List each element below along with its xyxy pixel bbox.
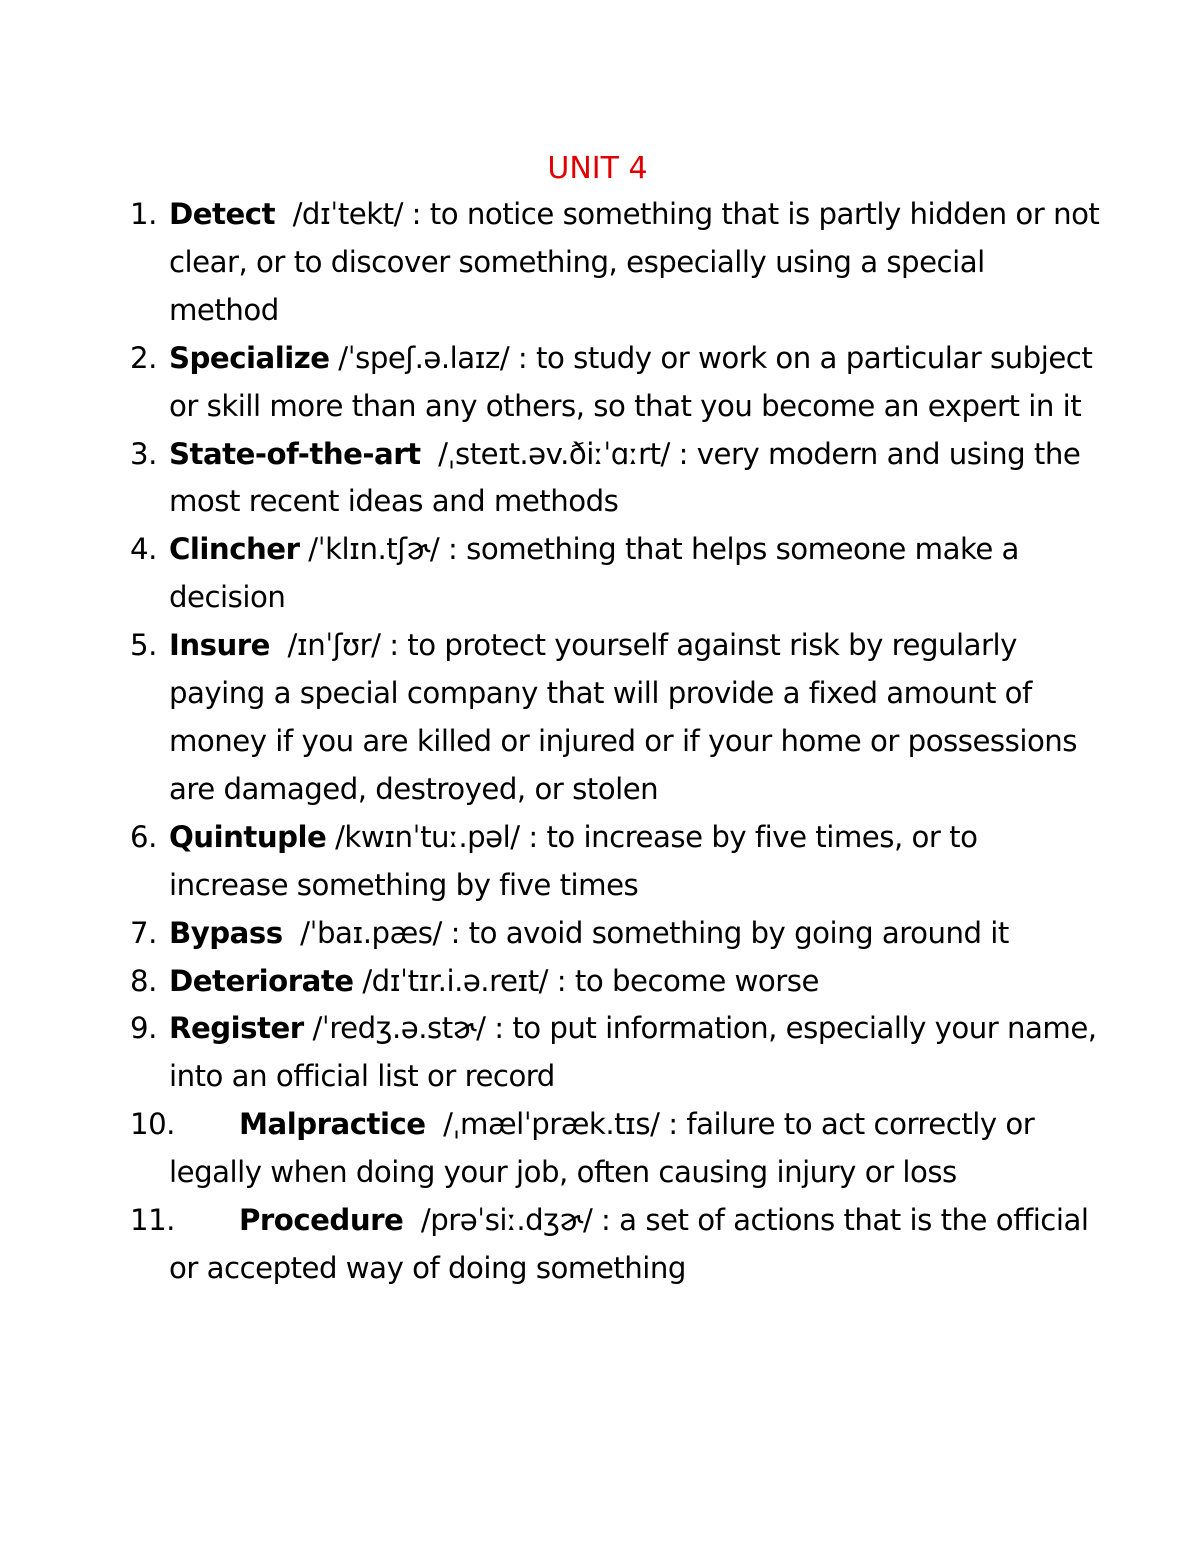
item-number: 2. bbox=[130, 340, 157, 375]
pronunciation: /ˈspeʃ.ə.laɪz/ bbox=[329, 340, 510, 375]
definition: : something that helps someone make a decision bbox=[169, 532, 1028, 615]
list-item bbox=[130, 1101, 1100, 1197]
pronunciation: /dɪˈtɪr.i.ə.reɪt/ bbox=[353, 963, 549, 998]
list-item bbox=[130, 910, 1100, 958]
vocab-word: Insure bbox=[169, 628, 270, 663]
pronunciation: /ˌsteɪt.əv.ðiːˈɑːrt/ bbox=[420, 436, 670, 471]
page-title: UNIT 4 bbox=[547, 151, 648, 186]
pronunciation: /ˌmælˈpræk.tɪs/ bbox=[425, 1107, 660, 1142]
definition: : very modern and using the most recent ideas and methods bbox=[169, 436, 1090, 519]
pronunciation: /prəˈsiː.dʒɚ/ bbox=[403, 1203, 593, 1238]
pronunciation: /ɪnˈʃʊr/ bbox=[269, 628, 381, 663]
vocab-word: Bypass bbox=[169, 915, 283, 950]
list-item bbox=[130, 814, 1100, 910]
definition: : to notice something that is partly hidden or not clear, or to discover something, especially using a special method bbox=[169, 197, 1109, 327]
item-number: 3. bbox=[130, 436, 157, 471]
pronunciation: /ˈbaɪ.pæs/ bbox=[282, 915, 442, 950]
item-number: 7. bbox=[130, 915, 157, 950]
item-number: 10. bbox=[130, 1107, 175, 1142]
vocabulary-list bbox=[130, 191, 1109, 1293]
vocab-word: Detect bbox=[169, 197, 276, 231]
pronunciation: /ˈredʒ.ə.stɚ/ bbox=[303, 1011, 486, 1046]
vocab-word: Deteriorate bbox=[169, 963, 354, 998]
definition: : to protect yourself against risk by regularly paying a special company that will provide a fixed amount of money if you are killed or injured or if your home or possessions are damaged, destroyed, or stolen bbox=[169, 628, 1086, 806]
vocab-word: Clincher bbox=[169, 532, 300, 567]
item-number: 9. bbox=[130, 1011, 157, 1046]
vocab-word: State-of-the-art bbox=[169, 436, 421, 471]
definition: : to increase by five times, or to increase something by five times bbox=[169, 819, 987, 902]
vocab-word: Specialize bbox=[169, 340, 330, 375]
definition: : to become worse bbox=[548, 963, 819, 998]
pronunciation: /dɪˈtekt/ bbox=[275, 197, 403, 231]
vocab-word: Quintuple bbox=[169, 819, 327, 854]
item-number: 4. bbox=[130, 532, 157, 567]
vocab-word: Procedure bbox=[239, 1203, 404, 1238]
item-number: 8. bbox=[130, 963, 157, 998]
definition: : to avoid something by going around it bbox=[441, 915, 1009, 950]
list-item bbox=[130, 958, 1100, 1006]
item-number: 6. bbox=[130, 819, 157, 854]
list-item bbox=[130, 622, 1100, 814]
list-item bbox=[130, 526, 1100, 622]
list-item bbox=[130, 335, 1100, 431]
definition: : a set of actions that is the official or accepted way of doing something bbox=[169, 1203, 1098, 1285]
item-number: 1. bbox=[130, 197, 157, 231]
pronunciation: /ˈklɪn.tʃɚ/ bbox=[299, 532, 440, 567]
list-item bbox=[130, 431, 1100, 527]
pronunciation: /kwɪnˈtuː.pəl/ bbox=[326, 819, 520, 854]
list-item bbox=[130, 1197, 1100, 1293]
vocab-word: Malpractice bbox=[239, 1107, 426, 1142]
item-number: 5. bbox=[130, 628, 157, 663]
item-number: 11. bbox=[130, 1203, 175, 1238]
vocab-word: Register bbox=[169, 1011, 304, 1046]
definition: : failure to act correctly or legally when doing your job, often causing injury or loss bbox=[169, 1107, 1044, 1190]
definition: : to study or work on a particular subject or skill more than any others, so that you become an expert in it bbox=[169, 340, 1102, 423]
definition: : to put information, especially your name, into an official list or record bbox=[169, 1011, 1106, 1094]
list-item bbox=[130, 191, 1109, 335]
list-item bbox=[130, 1005, 1106, 1101]
